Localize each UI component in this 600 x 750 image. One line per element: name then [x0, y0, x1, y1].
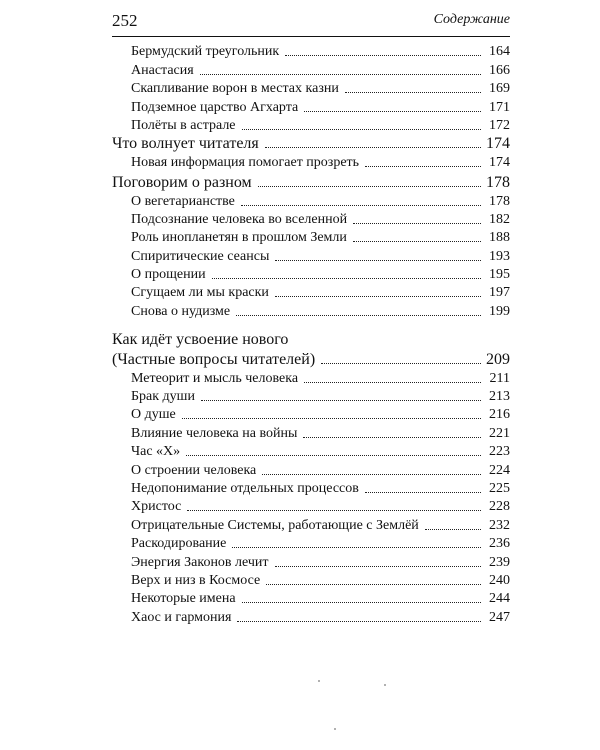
- toc-chapter: [112, 350, 510, 368]
- toc-entry-title: Час «Х»: [131, 444, 181, 460]
- toc-entry-page: 174: [486, 135, 510, 153]
- toc-entry: [112, 497, 510, 515]
- toc-entry-title: Что волнует читателя: [112, 135, 259, 153]
- page-number: 252: [112, 11, 138, 30]
- toc-entry-title: Спиритические сеансы: [131, 248, 270, 264]
- toc-entry: [112, 552, 510, 570]
- toc-entry-page: 232: [489, 517, 510, 533]
- toc-entry-page: 239: [489, 554, 510, 570]
- dot-leader: [232, 547, 481, 548]
- dot-leader: [345, 92, 481, 93]
- dot-leader: [242, 129, 481, 130]
- toc-entry-title: Подземное царство Агхарта: [131, 99, 299, 115]
- toc-entry-title: Подсознание человека во вселенной: [131, 211, 348, 227]
- toc-entry: [112, 283, 510, 301]
- dot-leader: [285, 55, 481, 56]
- dot-leader: [237, 621, 481, 622]
- dot-leader: [365, 492, 481, 493]
- toc-entry-page: 171: [489, 99, 510, 115]
- toc-chapter: [112, 134, 510, 152]
- toc-entry-title: Как идёт усвоение нового: [112, 330, 289, 348]
- toc-entry-page: 221: [489, 425, 510, 441]
- toc-entry-page: 193: [489, 248, 510, 264]
- dot-leader: [303, 437, 481, 438]
- toc-entry: [112, 368, 510, 386]
- toc-entry-page: 169: [489, 81, 510, 97]
- toc-entry-title: Полёты в астрале: [131, 117, 236, 133]
- dot-leader: [186, 455, 481, 456]
- toc-chapter: [112, 322, 510, 348]
- toc-entry: [112, 423, 510, 441]
- toc-entry-title: Поговорим о разном: [112, 174, 252, 192]
- table-of-contents: [112, 42, 510, 626]
- toc-entry-title: Влияние человека на войны: [131, 425, 298, 441]
- toc-entry-page: 174: [489, 154, 510, 170]
- running-header: [112, 6, 510, 37]
- toc-entry-page: 182: [489, 211, 510, 227]
- toc-entry-title: Раскодирование: [131, 536, 227, 552]
- toc-entry: [112, 405, 510, 423]
- toc-entry-page: 240: [489, 572, 510, 588]
- toc-entry-page: 178: [489, 193, 510, 209]
- section-title: Содержание: [433, 12, 510, 27]
- toc-entry-title: Брак души: [131, 389, 195, 405]
- toc-entry: [112, 191, 510, 209]
- dot-leader: [304, 382, 481, 383]
- dot-leader: [353, 241, 481, 242]
- toc-entry-title: (Частные вопросы читателей): [112, 351, 316, 369]
- toc-entry-page: 199: [489, 303, 510, 319]
- dot-leader: [182, 418, 481, 419]
- toc-entry-page: 244: [489, 591, 510, 607]
- toc-entry-title: Метеорит и мысль человека: [131, 370, 299, 386]
- toc-entry-title: Хаос и гармония: [131, 609, 232, 625]
- toc-entry-title: Некоторые имена: [131, 591, 236, 607]
- toc-chapter: [112, 173, 510, 191]
- toc-entry-page: 236: [489, 536, 510, 552]
- toc-entry: [112, 607, 510, 625]
- toc-entry-title: Анастасия: [131, 62, 194, 78]
- toc-entry-title: Верх и низ в Космосе: [131, 572, 261, 588]
- dot-leader: [365, 166, 481, 167]
- toc-entry: [112, 79, 510, 97]
- toc-entry-title: Христос: [131, 499, 182, 515]
- toc-entry-page: 225: [489, 480, 510, 496]
- toc-entry-title: Бермудский треугольник: [131, 44, 280, 60]
- dot-leader: [275, 296, 481, 297]
- toc-entry-title: О вегетарианстве: [131, 193, 235, 209]
- dot-leader: [353, 223, 481, 224]
- toc-entry-page: 213: [489, 389, 510, 405]
- dot-leader: [242, 602, 481, 603]
- toc-entry-title: О прощении: [131, 267, 206, 283]
- dot-leader: [201, 400, 481, 401]
- toc-entry-page: 216: [489, 407, 510, 423]
- toc-entry-title: Сгущаем ли мы краски: [131, 285, 269, 301]
- dot-leader: [212, 278, 481, 279]
- dot-leader: [200, 74, 481, 75]
- toc-entry-title: Новая информация помогает прозреть: [131, 154, 360, 170]
- toc-entry: [112, 460, 510, 478]
- toc-entry: [112, 571, 510, 589]
- dot-leader: [265, 147, 481, 148]
- toc-entry-page: 211: [489, 370, 510, 386]
- toc-entry: [112, 60, 510, 78]
- toc-entry-page: 197: [489, 285, 510, 301]
- toc-entry-page: 247: [489, 609, 510, 625]
- toc-entry: [112, 442, 510, 460]
- toc-entry-title: О душе: [131, 407, 176, 423]
- toc-entry-page: 209: [486, 351, 510, 369]
- toc-entry: [112, 515, 510, 533]
- toc-entry-page: 164: [489, 44, 510, 60]
- toc-entry-title: Скапливание ворон в местах казни: [131, 81, 339, 97]
- toc-entry: [112, 479, 510, 497]
- toc-entry-page: 224: [489, 462, 510, 478]
- toc-entry-page: 188: [489, 230, 510, 246]
- toc-entry: [112, 152, 510, 170]
- toc-entry-page: 172: [489, 117, 510, 133]
- toc-entry-page: 166: [489, 62, 510, 78]
- dot-leader: [262, 474, 481, 475]
- dot-leader: [425, 529, 481, 530]
- toc-entry: [112, 97, 510, 115]
- toc-entry: [112, 228, 510, 246]
- toc-entry: [112, 387, 510, 405]
- toc-entry: [112, 246, 510, 264]
- toc-entry-page: 178: [486, 174, 510, 192]
- toc-entry-title: Снова о нудизме: [131, 303, 231, 319]
- toc-entry: [112, 589, 510, 607]
- dot-leader: [236, 315, 481, 316]
- toc-entry-title: О строении человека: [131, 462, 257, 478]
- toc-entry-title: Энергия Законов лечит: [131, 554, 269, 570]
- toc-entry: [112, 42, 510, 60]
- dot-leader: [266, 584, 481, 585]
- toc-entry: [112, 301, 510, 319]
- dot-leader: [187, 510, 481, 511]
- dot-leader: [321, 363, 481, 364]
- dot-leader: [275, 260, 481, 261]
- toc-entry-page: 195: [489, 267, 510, 283]
- dot-leader: [241, 205, 481, 206]
- toc-entry: [112, 265, 510, 283]
- toc-entry-page: 223: [489, 444, 510, 460]
- toc-entry-title: Роль инопланетян в прошлом Земли: [131, 230, 347, 246]
- toc-entry: [112, 116, 510, 134]
- dot-leader: [258, 186, 481, 187]
- toc-entry: [112, 210, 510, 228]
- toc-entry-title: Отрицательные Системы, работающие с Землёй: [131, 517, 419, 533]
- toc-entry-title: Недопонимание отдельных процессов: [131, 480, 359, 496]
- toc-entry-page: 228: [489, 499, 510, 515]
- dot-leader: [275, 566, 481, 567]
- toc-entry: [112, 534, 510, 552]
- dot-leader: [304, 111, 481, 112]
